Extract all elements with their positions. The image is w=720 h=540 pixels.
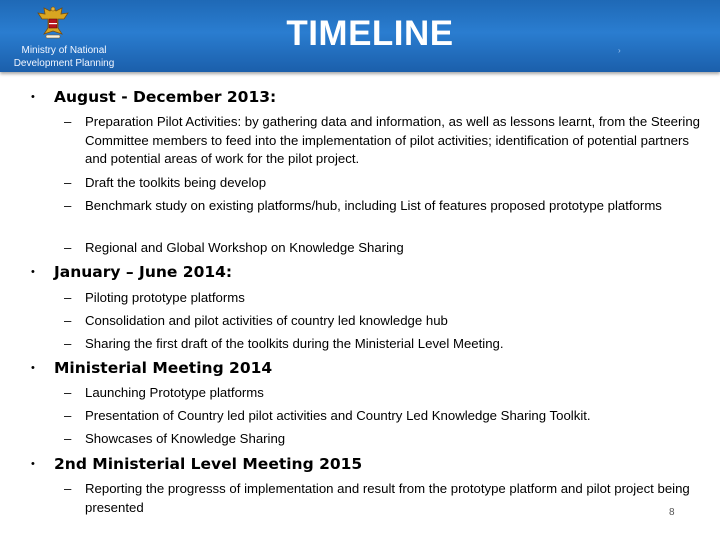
list-item: – Presentation of Country led pilot activities and Country Led Knowledge Sharing Toolkit. — [64, 407, 704, 426]
ministry-name: Ministry of National Development Planning — [13, 45, 115, 69]
list-item: – Preparation Pilot Activities: by gathering data and information, as well as lessons learnt, from the Steering Committee members to feed into the implementation of pilot activities; identification of potential partners and potential areas of work for the pilot project. — [64, 114, 701, 166]
page-number: 8 — [669, 507, 675, 518]
section-heading: 2nd Ministerial Level Meeting 2015 — [54, 455, 363, 473]
dash-icon: – — [64, 336, 72, 351]
list-item: – Showcases of Knowledge Sharing — [64, 430, 704, 449]
list-item: – Reporting the progresss of implementation and result from the prototype platform and pilot project being presented — [64, 481, 690, 515]
list-item: – Benchmark study on existing platforms/hub, including List of features proposed prototype platforms — [64, 197, 704, 216]
bullet-icon: • — [31, 91, 35, 103]
dash-icon: – — [64, 290, 72, 305]
dash-icon: – — [64, 240, 72, 255]
dash-icon: – — [64, 431, 72, 446]
dash-icon: – — [64, 175, 72, 190]
slide-title: TIMELINE — [286, 14, 454, 53]
slide-header — [0, 0, 720, 72]
dash-icon: – — [64, 198, 72, 213]
list-item: – Regional and Global Workshop on Knowledge Sharing — [64, 239, 704, 258]
list-item: – Piloting prototype platforms — [64, 289, 704, 308]
section-heading: August - December 2013: — [54, 88, 277, 106]
list-item: – Consolidation and pilot activities of country led knowledge hub — [64, 312, 704, 331]
bullet-icon: • — [31, 458, 35, 470]
list-item: – Draft the toolkits being develop — [64, 174, 704, 193]
bullet-icon: • — [31, 266, 35, 278]
section-heading: January – June 2014: — [54, 263, 233, 281]
section-heading: Ministerial Meeting 2014 — [54, 359, 273, 377]
dash-icon: – — [64, 408, 72, 423]
dash-icon: – — [64, 114, 72, 129]
dash-icon: – — [64, 313, 72, 328]
list-item: – Launching Prototype platforms — [64, 384, 704, 403]
dash-icon: – — [64, 481, 72, 496]
dash-icon: – — [64, 385, 72, 400]
list-item: – Sharing the first draft of the toolkits during the Ministerial Level Meeting. — [64, 335, 704, 354]
header-mark: › — [618, 46, 621, 55]
bullet-icon: • — [31, 362, 35, 374]
